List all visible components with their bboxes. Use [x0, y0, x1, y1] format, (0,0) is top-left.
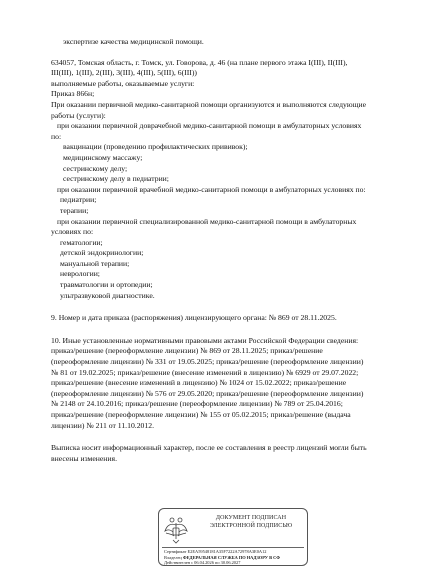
electronic-signature-stamp — [158, 508, 308, 566]
dovrach-heading-tail: по: — [51, 131, 62, 141]
special-heading-tail: условиях по: — [51, 227, 94, 237]
address-line: III(III), 1(III), 2(III), 3(III), 4(III), 5(III), 6(III)) — [51, 68, 197, 78]
item-9: 9. Номер и дата приказа (распоряжения) лицензирующего органа: № 869 от 28.11.2025. — [51, 313, 337, 323]
item-10-line: лицензии) № 211 от 11.10.2012. — [51, 420, 155, 430]
owner-row: Владелец ФЕДЕРАЛЬНАЯ СЛУЖБА ПО НАДЗОРУ В СФ — [164, 554, 281, 560]
service-item: гематологии; — [60, 237, 103, 247]
works-label: выполняемые работы, оказываемые услуги: — [51, 78, 195, 88]
service-item: неврологии; — [60, 269, 100, 279]
service-item: сестринскому делу в педиатрии; — [63, 174, 169, 184]
special-heading: при оказании первичной специализированной медико-санитарной помощи в амбулаторных — [57, 216, 357, 226]
pmsp-intro-line: работы (услуги): — [51, 110, 106, 120]
service-item: педиатрии; — [60, 195, 97, 205]
pmsp-intro-line: При оказании первичной медико-санитарной помощи организуются и выполняются следующие — [51, 99, 367, 109]
footer-note-line: Выписка носит информационный характер, после ее составления в реестр лицензий могли быть — [51, 443, 367, 453]
service-item: вакцинации (проведению профилактических прививок); — [63, 142, 248, 152]
address-line: 634057, Томская область, г. Томск, ул. Говорова, д. 46 (на плане первого этажа I(III), II(III), — [51, 57, 348, 67]
service-item: терапии; — [60, 205, 89, 215]
stamp-details — [164, 549, 280, 566]
item-10-line: приказ/решение (переоформление лицензии) № 869 от 28.11.2025; приказ/решение — [51, 346, 323, 356]
top-line: экспертизе качества медицинской помощи. — [63, 37, 204, 46]
footer-note-line: внесены изменения. — [51, 453, 117, 463]
service-item: травматологии и ортопедии; — [60, 280, 153, 290]
item-10-line: № 2148 от 24.10.2016; приказ/решение (переоформление лицензии) № 789 от 25.04.2016; — [51, 399, 343, 409]
service-item: ультразвуковой диагностике. — [60, 290, 155, 300]
item-10-line: (переоформление лицензии) № 576 от 29.05.2020; приказ/решение (переоформление лицензии) — [51, 388, 364, 398]
item-10-line: (переоформление лицензии) № 331 от 19.05.2025; приказ/решение (переоформление лицензии) — [51, 357, 364, 367]
certificate-row: Сертификат E2EA59548181A35F7222A72978A3E0A12 — [164, 549, 267, 554]
document-body — [51, 37, 411, 464]
stamp-title: ДОКУМЕНТ ПОДПИСАН ЭЛЕКТРОННОЙ ПОДПИСЬЮ — [209, 515, 293, 529]
item-10-line: приказ/решение (переоформление лицензии) № 155 от 05.02.2015; приказ/решение (выдача — [51, 410, 351, 419]
vrach-heading: при оказании первичной врачебной медико-санитарной помощи в амбулаторных условиях по: — [57, 184, 366, 194]
service-item: медицинскому массажу; — [63, 152, 143, 162]
validity-row: Действителен с 06.04.2026 по 30.06.2027 — [164, 560, 241, 565]
item-10-line: 10. Иные установленные нормативными правовыми актами Российской Федерации сведения: — [51, 335, 359, 345]
item-10-line: № 81 от 19.02.2025; приказ/решение (внесение изменений в лицензию) № 6929 от 29.07.2022; — [51, 367, 359, 377]
service-item: детской эндокринологии; — [60, 248, 144, 258]
service-item: мануальной терапии; — [60, 258, 130, 268]
item-10-line: приказ/решение (внесение изменений в лицензию) № 1024 от 15.02.2022; приказ/решение — [51, 378, 347, 388]
certificate-value: E2EA59548181A35F7222A72978A3E0A12 — [187, 549, 267, 554]
dovrach-heading: при оказании первичной доврачебной медико-санитарной помощи в амбулаторных условиях — [57, 121, 362, 131]
service-item: сестринскому делу; — [63, 163, 128, 173]
coat-of-arms-icon — [163, 515, 189, 545]
owner-value: ФЕДЕРАЛЬНАЯ СЛУЖБА ПО НАДЗОРУ В СФ — [182, 554, 281, 560]
stamp-divider — [162, 547, 304, 548]
order-line: Приказ 866н; — [51, 89, 95, 99]
